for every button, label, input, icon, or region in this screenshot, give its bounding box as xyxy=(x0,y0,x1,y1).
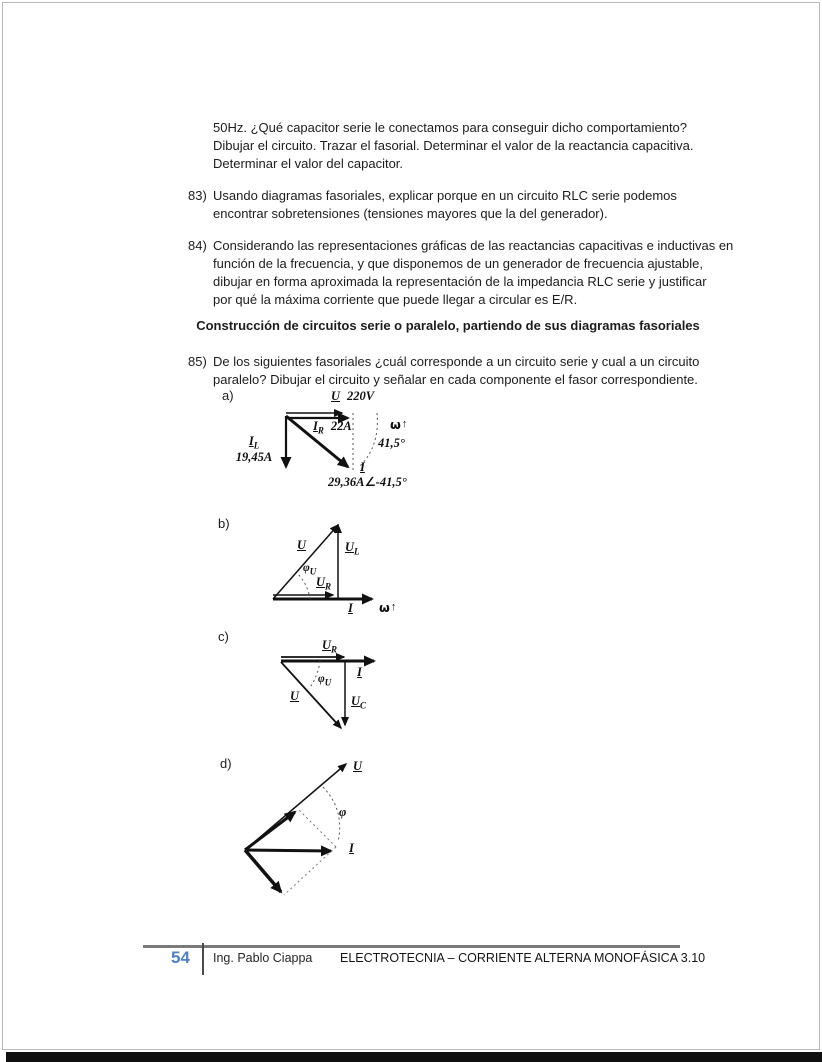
phasor-diagram-b xyxy=(214,512,424,627)
subscript: U xyxy=(309,566,317,577)
paragraph xyxy=(188,187,708,223)
phasor-label-i xyxy=(360,461,365,475)
phasor-label-i xyxy=(349,842,354,856)
item-number: 85) xyxy=(188,354,207,369)
phasor-value-i: 29,36A∠-41,5° xyxy=(328,475,407,489)
section-heading: Construcción de circuitos serie o paralelo, partiendo de sus diagramas fasoriales xyxy=(196,318,700,333)
up-arrow-icon: ↑ xyxy=(401,418,408,430)
phasor-label-uc xyxy=(351,695,366,711)
vector-symbol: U xyxy=(345,540,355,554)
diagram-letter: d) xyxy=(220,756,232,771)
footer-rule xyxy=(143,945,680,948)
phasor-label-i xyxy=(348,602,353,616)
paragraph xyxy=(188,237,734,309)
subscript: L xyxy=(354,546,360,557)
vector-symbol: U xyxy=(353,759,363,773)
phasor-value: 22A xyxy=(330,419,352,433)
phasor-value: 19,45A xyxy=(235,450,273,465)
phase-angle-label: φ xyxy=(339,805,347,819)
phasor-diagram-d xyxy=(210,750,425,915)
phase-angle-label xyxy=(318,673,331,688)
phasor-label-ur xyxy=(322,639,337,655)
phasor-label-ul xyxy=(345,541,360,557)
phasor-arrow-rotated-1 xyxy=(245,812,295,850)
omega-label xyxy=(379,601,396,616)
vector-symbol: U xyxy=(297,538,307,552)
angle-arc xyxy=(360,413,377,466)
phasor-label-ir xyxy=(313,420,352,436)
vector-symbol: U xyxy=(316,575,326,589)
subscript: L xyxy=(253,440,260,451)
text-line: 50Hz. ¿Qué capacitor serie le conectamos para conseguir dicho comportamiento? xyxy=(213,120,688,135)
subscript: R xyxy=(331,644,338,655)
omega-label xyxy=(390,418,407,433)
phasor-diagram-c xyxy=(214,625,424,743)
phasor-label-u xyxy=(290,690,299,704)
page-number: 54 xyxy=(171,948,190,967)
item-number: 83) xyxy=(188,188,207,203)
angle-arc xyxy=(323,787,340,842)
vector-symbol: U xyxy=(351,694,361,708)
scan-bottom-edge xyxy=(6,1052,822,1062)
subscript: U xyxy=(324,677,332,688)
diagram-letter: b) xyxy=(218,516,230,531)
phasor-diagram-a xyxy=(214,388,414,493)
list-item-83 xyxy=(188,187,708,223)
text-line: Determinar el valor del capacitor. xyxy=(213,156,404,171)
text-line: paralelo? Dibujar el circuito y señalar en cada componente el fasor correspondiente. xyxy=(213,372,698,387)
phasor-arrow-rotated-2 xyxy=(245,850,281,892)
phasor-value: 220V xyxy=(347,389,375,403)
vector-symbol: U xyxy=(322,638,332,652)
list-item-85 xyxy=(188,353,708,389)
list-item-84 xyxy=(188,237,734,309)
vector-symbol: I xyxy=(313,419,318,433)
vector-symbol: I xyxy=(349,841,354,855)
rotation-dotted-line-2 xyxy=(284,847,336,895)
up-arrow-icon: ↑ xyxy=(390,601,397,613)
phasor-label-il xyxy=(230,435,278,465)
text-line: Considerando las representaciones gráficas de las reactancias capacitivas e inductivas en xyxy=(213,238,734,253)
phasor-label-ur xyxy=(316,576,331,592)
subscript: R xyxy=(325,581,332,592)
vector-symbol: I xyxy=(248,434,254,448)
text-line: por qué la máxima corriente que puede llegar a circular es E/R. xyxy=(213,292,578,307)
text-line: Dibujar el circuito. Trazar el fasorial. Determinar el valor de la reactancia capacitiva. xyxy=(213,138,694,153)
diagram-letter: a) xyxy=(222,388,234,403)
subscript: C xyxy=(360,700,367,711)
rotation-dotted-line-1 xyxy=(299,810,336,847)
angle-label: 41,5° xyxy=(378,436,405,450)
phi-symbol: φ xyxy=(318,673,325,685)
vector-symbol: I xyxy=(348,601,353,615)
footer-divider xyxy=(202,943,204,975)
vector-symbol: I xyxy=(360,460,365,474)
phasor-label-u xyxy=(297,539,306,553)
text-line: Usando diagramas fasoriales, explicar porque en un circuito RLC serie podemos xyxy=(213,188,677,203)
phasor-diagram-d-canvas xyxy=(210,750,425,915)
text-line: De los siguientes fasoriales ¿cuál corresponde a un circuito serie y cual a un circuito xyxy=(213,354,700,369)
vector-symbol: U xyxy=(290,689,300,703)
phasor-label-i xyxy=(357,666,362,680)
phasor-label-u xyxy=(353,760,362,774)
diagram-letter: c) xyxy=(218,629,229,644)
item-number: 84) xyxy=(188,238,207,253)
paragraph xyxy=(188,353,708,389)
text-line: función de la frecuencia, y que disponemos de un generador de frecuencia ajustable, xyxy=(213,256,703,271)
vector-symbol: U xyxy=(331,389,341,403)
phasor-label-u xyxy=(331,390,374,404)
omega-symbol: ω xyxy=(390,417,401,432)
subscript: R xyxy=(317,425,324,436)
paragraph xyxy=(188,119,708,173)
paragraph-82-continuation xyxy=(188,119,708,173)
vector-symbol: I xyxy=(357,665,362,679)
footer-document-title: ELECTROTECNIA – CORRIENTE ALTERNA MONOFÁSICA 3.10 xyxy=(340,951,706,965)
footer-author: Ing. Pablo Ciappa xyxy=(213,951,313,965)
phase-angle-label xyxy=(303,562,316,577)
text-line: dibujar en forma aproximada la representación de la impedancia RLC serie y justificar xyxy=(213,274,707,289)
phasor-arrow-i xyxy=(245,850,331,851)
text-line: encontrar sobretensiones (tensiones mayores que la del generador). xyxy=(213,206,608,221)
omega-symbol: ω xyxy=(379,600,390,615)
phi-symbol: φ xyxy=(303,562,310,574)
